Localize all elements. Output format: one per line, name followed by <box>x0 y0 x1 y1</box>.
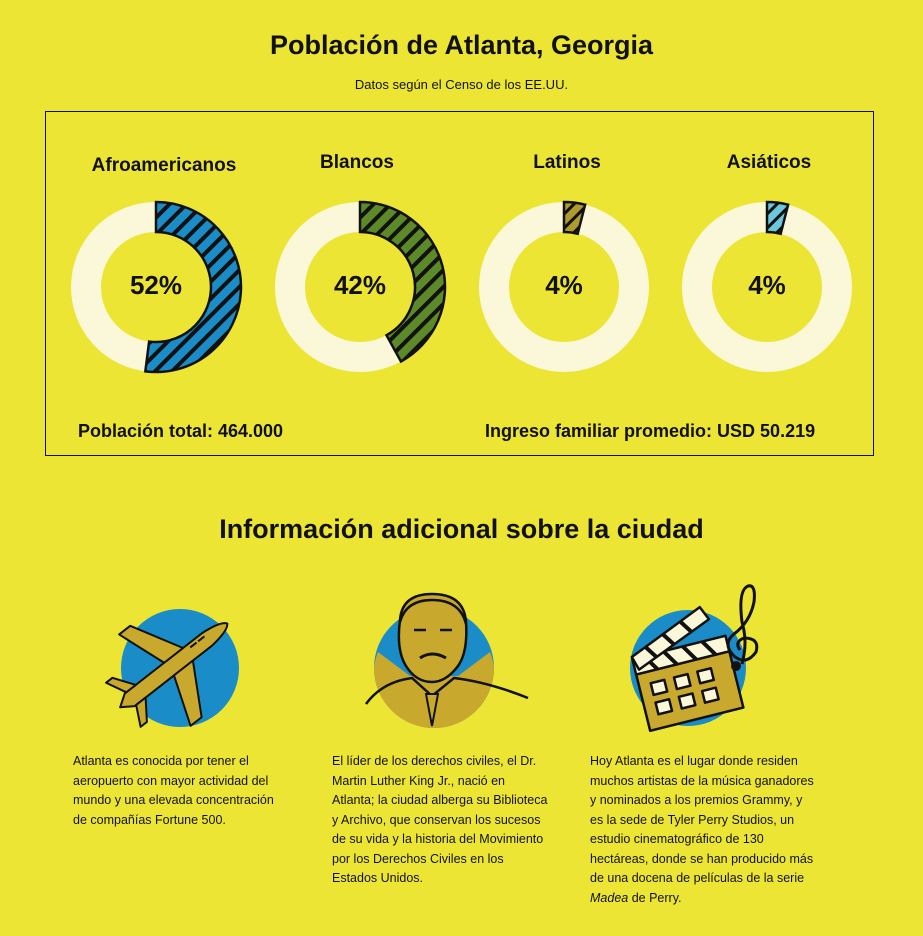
category-label-asiaticos: Asiáticos <box>726 152 812 173</box>
average-income: Ingreso familiar promedio: USD 50.219 <box>485 421 816 441</box>
percent-label-latinos: 4% <box>545 270 583 300</box>
page-title: Población de Atlanta, Georgia <box>269 30 654 60</box>
airplane-icon <box>98 598 248 733</box>
category-label-blancos: Blancos <box>320 152 394 173</box>
clapperboard-music-icon <box>630 582 770 734</box>
percent-label-asiaticos: 4% <box>748 270 786 300</box>
section-title: Información adicional sobre la ciudad <box>219 514 704 544</box>
page-subtitle: Datos según el Censo de los EE.UU. <box>354 77 569 92</box>
percent-label-afro: 52% <box>129 270 183 300</box>
info-airport: Atlanta es conocida por tener el aeropuerto con mayor actividad del mundo y una elevada concentración de compañías Fortune 500. <box>73 754 274 827</box>
info-mlk: El líder de los derechos civiles, el Dr. Martin Luther King Jr., nació en Atlanta; la ciudad alberga su Biblioteca y Archivo, que conservan los sucesos de su vida y la historia del Movimiento por los Derechos Civiles en los Estados Unidos. <box>332 754 548 885</box>
category-label-latinos: Latinos <box>533 152 601 173</box>
madea-title: Madea <box>590 890 629 905</box>
percent-label-blancos: 42% <box>333 270 387 300</box>
category-label-afro: Afroamericanos <box>91 155 237 176</box>
total-population: Población total: 464.000 <box>78 421 284 441</box>
mlk-portrait-icon <box>362 586 534 730</box>
info-music-film: Hoy Atlanta es el lugar donde residen muchos artistas de la música ganadores y nominados a los premios Grammy, y es la sede de Tyler Perry Studios, un estudio cinematográfico de 130 hectáreas, donde se han producido más de una docena de películas de la serie Madea de Perry. <box>590 754 814 905</box>
